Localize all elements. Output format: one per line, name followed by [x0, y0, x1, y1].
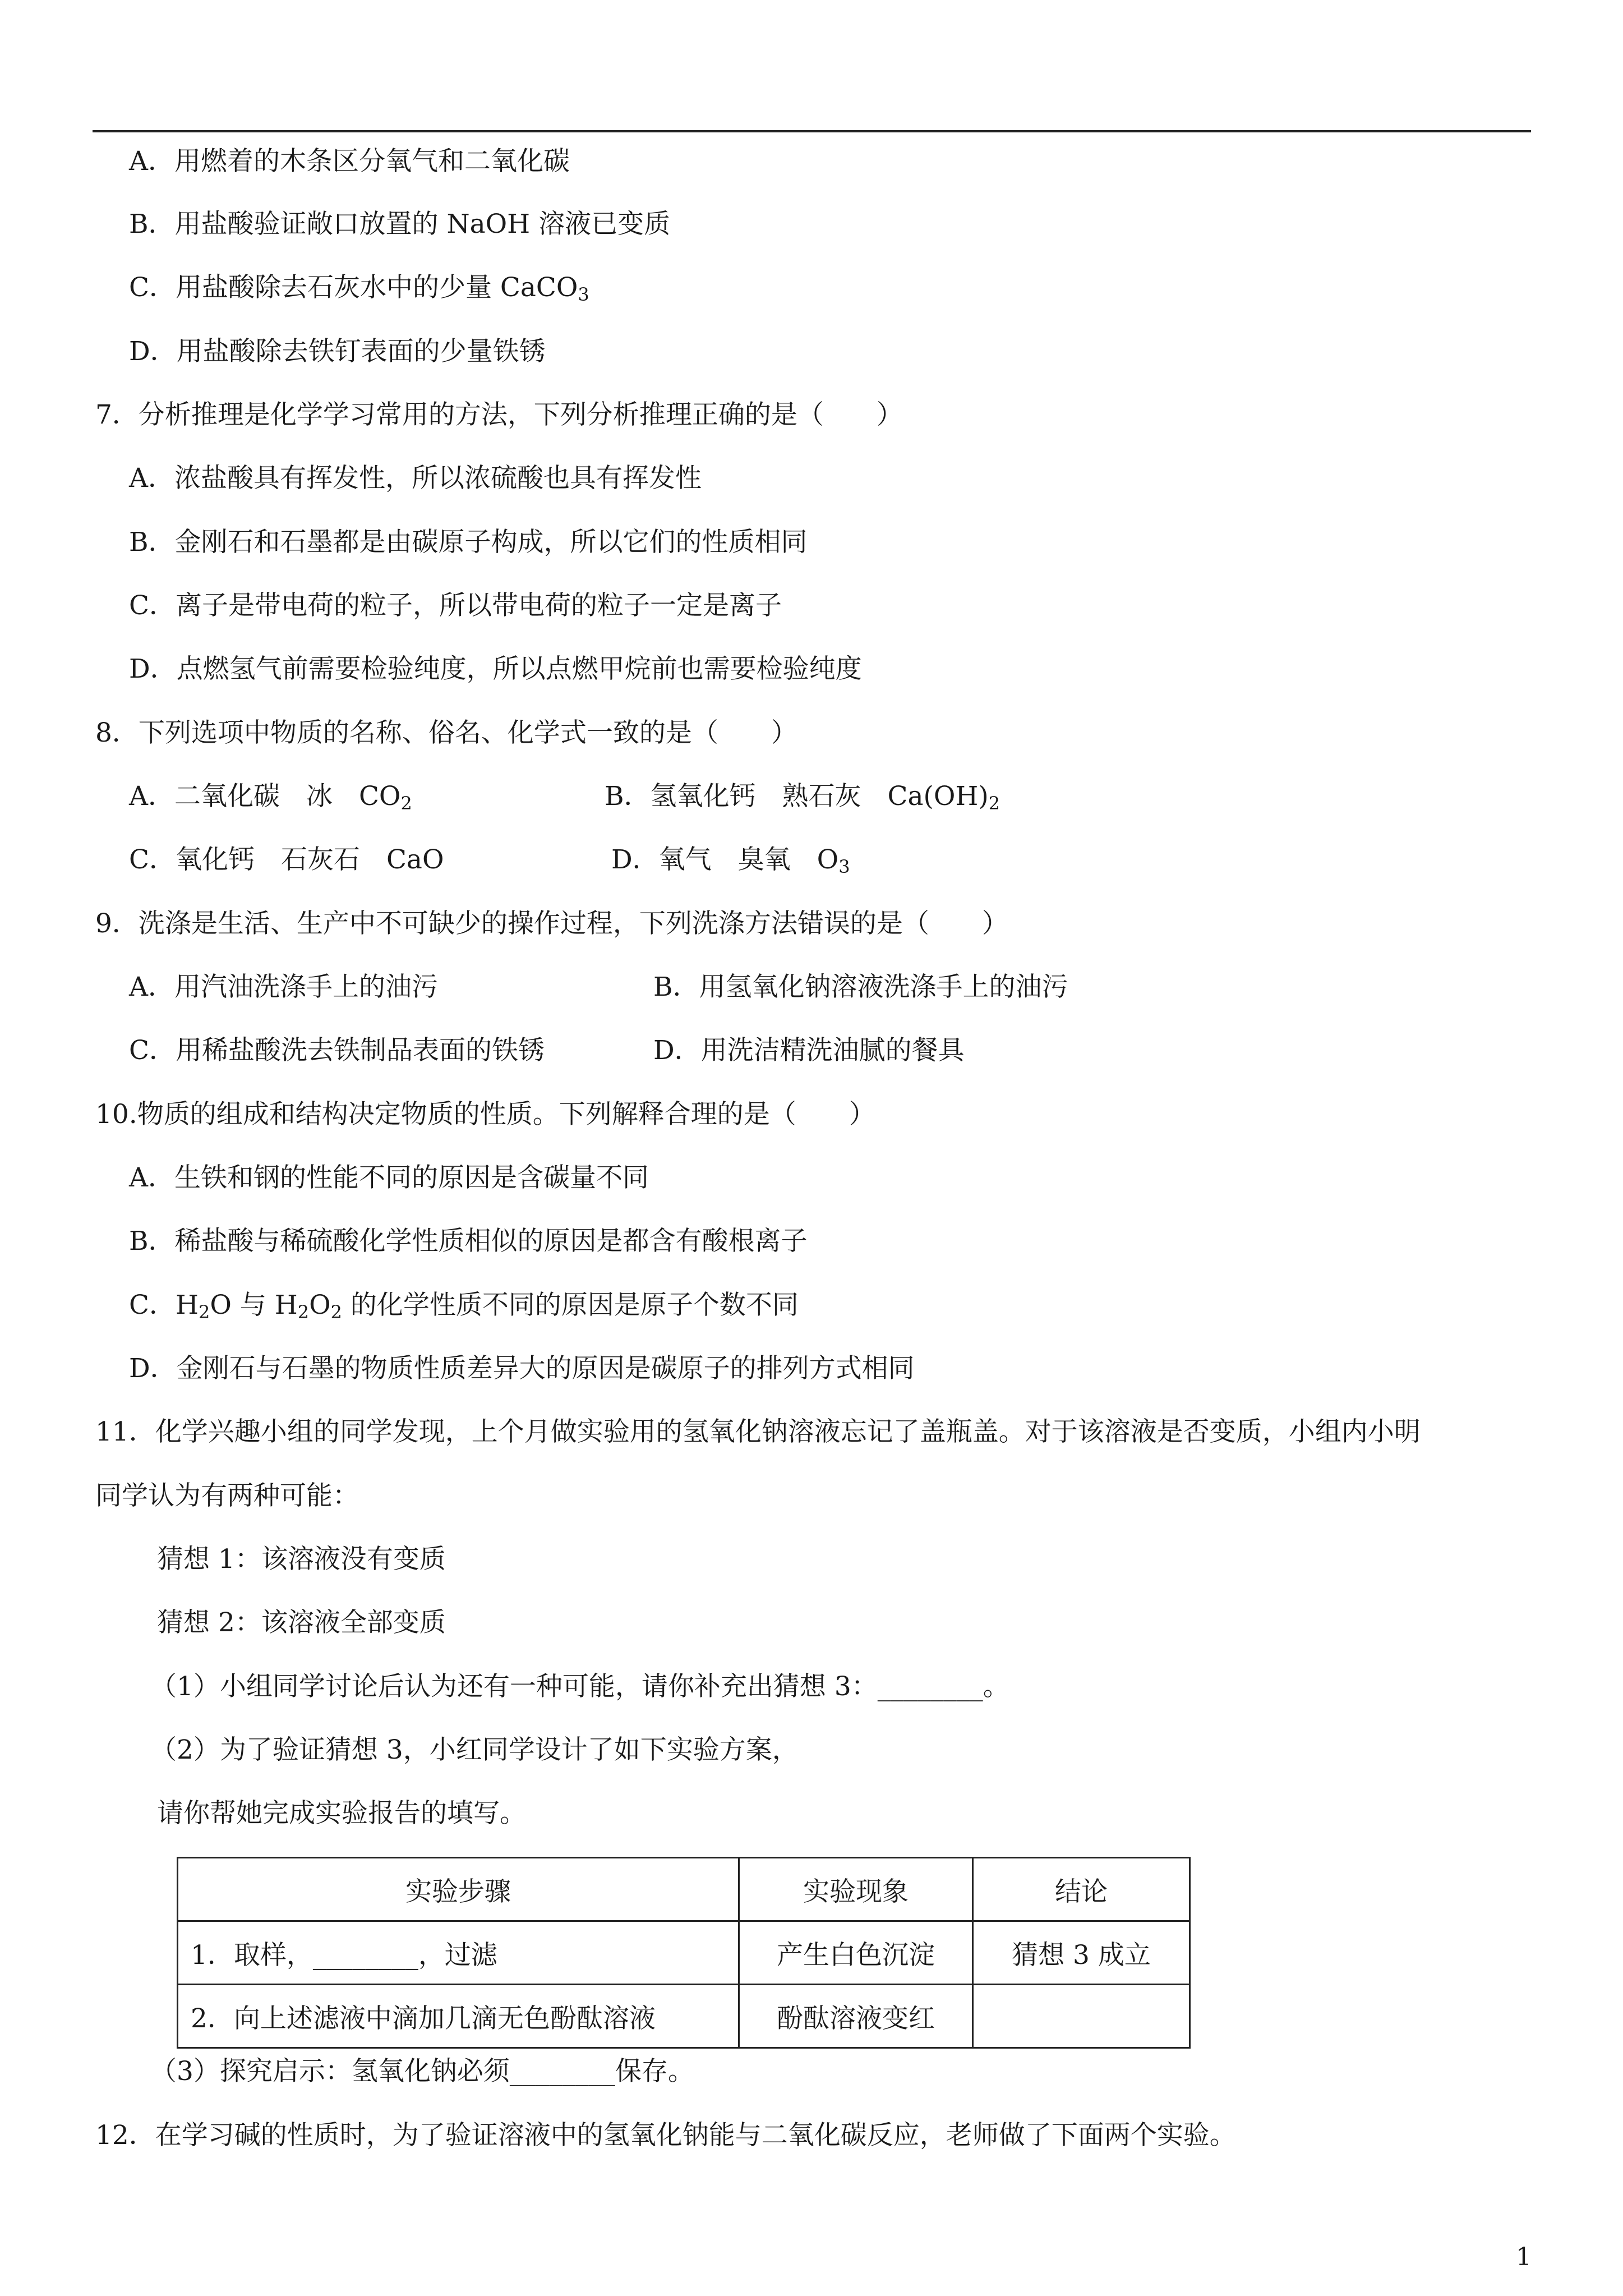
q10-c-part: 的化学性质不同的原因是原子个数不同	[342, 1290, 799, 1320]
q11-stem-line2: 同学认为有两种可能：	[95, 1480, 359, 1511]
subscript: 2	[297, 1301, 310, 1323]
q8-stem: 8．下列选项中物质的名称、俗名、化学式一致的是（ ）	[95, 717, 797, 748]
q12-stem: 12．在学习碱的性质时，为了验证溶液中的氢氧化钠能与二氧化碳反应，老师做了下面两个实验。	[95, 2120, 1236, 2151]
q7-stem: 7．分析推理是化学学习常用的方法，下列分析推理正确的是（ ）	[95, 399, 903, 430]
q6-option-b: B．用盐酸验证敞口放置的 NaOH 溶液已变质	[129, 209, 671, 240]
q11-part1: （1）小组同学讨论后认为还有一种可能，请你补充出猜想 3：________。	[150, 1671, 1009, 1702]
q11-part3: （3）探究启示：氢氧化钠必须________保存。	[150, 2056, 694, 2087]
subscript: 2	[400, 793, 412, 814]
q8-option-a	[129, 780, 412, 813]
q10-option-a: A．生铁和钢的性能不同的原因是含碳量不同	[129, 1162, 649, 1193]
q7-option-d: D．点燃氢气前需要检验纯度，所以点燃甲烷前也需要检验纯度	[129, 654, 862, 684]
q6-option-c	[129, 271, 589, 305]
table-row	[178, 1921, 1190, 1985]
q10-option-c	[129, 1289, 799, 1322]
q9-option-c: C．用稀盐酸洗去铁制品表面的铁锈	[129, 1035, 545, 1066]
q9-option-b: B．用氢氧化钠溶液洗涤手上的油污	[653, 972, 1068, 1002]
table-cell: 产生白色沉淀	[739, 1921, 973, 1985]
table-cell: 猜想 3 成立	[973, 1921, 1190, 1985]
q8-option-d	[611, 843, 850, 877]
q7-option-a: A．浓盐酸具有挥发性，所以浓硫酸也具有挥发性	[129, 463, 702, 494]
q9-stem: 9．洗涤是生活、生产中不可缺少的操作过程，下列洗涤方法错误的是（ ）	[95, 908, 1008, 939]
q6-option-d: D．用盐酸除去铁钉表面的少量铁锈	[129, 336, 546, 367]
subscript: 2	[198, 1301, 210, 1323]
header-rule	[93, 130, 1531, 132]
table-cell: 酚酞溶液变红	[739, 1985, 973, 2048]
table-header-cell: 实验现象	[739, 1858, 973, 1921]
q11-part2: （2）为了验证猜想 3，小红同学设计了如下实验方案，	[150, 1734, 799, 1765]
subscript: 3	[578, 284, 589, 305]
table-cell	[973, 1985, 1190, 2048]
q8-option-b	[605, 780, 1000, 813]
page-number: 1	[1516, 2243, 1532, 2271]
q9-option-a: A．用汽油洗涤手上的油污	[129, 972, 438, 1002]
q11-part2-instruction: 请你帮她完成实验报告的填写。	[157, 1798, 526, 1829]
q6-option-c-text: C．用盐酸除去石灰水中的少量 CaCO	[129, 272, 578, 303]
q10-c-part: C．H	[129, 1290, 199, 1320]
q10-stem: 10.物质的组成和结构决定物质的性质。下列解释合理的是（ ）	[95, 1099, 875, 1130]
table-cell: 2．向上述滤液中滴加几滴无色酚酞溶液	[178, 1985, 739, 2048]
q11-guess2: 猜想 2：该溶液全部变质	[157, 1607, 446, 1638]
table-header-row	[178, 1858, 1190, 1921]
table-header-cell: 结论	[973, 1858, 1190, 1921]
q9-option-d: D．用洗洁精洗油腻的餐具	[653, 1035, 965, 1066]
q10-option-b: B．稀盐酸与稀硫酸化学性质相似的原因是都含有酸根离子	[129, 1226, 808, 1257]
subscript: 2	[330, 1301, 342, 1323]
q8-option-b-text: B．氢氧化钙 熟石灰 Ca(OH)	[605, 781, 989, 812]
q11-guess1: 猜想 1：该溶液没有变质	[157, 1544, 446, 1575]
q7-option-b: B．金刚石和石墨都是由碳原子构成，所以它们的性质相同	[129, 527, 808, 558]
q8-option-d-text: D．氧气 臭氧 O	[611, 844, 839, 875]
q10-c-part: O	[309, 1290, 331, 1320]
q10-c-part: O 与 H	[210, 1290, 298, 1320]
table-row	[178, 1985, 1190, 2048]
table-header-cell: 实验步骤	[178, 1858, 739, 1921]
q8-option-a-text: A．二氧化碳 冰 CO	[129, 781, 401, 812]
q10-option-d: D．金刚石与石墨的物质性质差异大的原因是碳原子的排列方式相同	[129, 1353, 915, 1384]
q7-option-c: C．离子是带电荷的粒子，所以带电荷的粒子一定是离子	[129, 590, 782, 621]
q8-option-c: C．氧化钙 石灰石 CaO	[129, 844, 444, 875]
q6-option-a: A．用燃着的木条区分氧气和二氧化碳	[129, 146, 570, 177]
subscript: 2	[988, 793, 1000, 814]
q11-stem-line1: 11．化学兴趣小组的同学发现，上个月做实验用的氢氧化钠溶液忘记了盖瓶盖。对于该溶液是否变质，小组内小明	[95, 1416, 1421, 1447]
experiment-report-table	[177, 1857, 1191, 2049]
table-cell: 1．取样，________，过滤	[178, 1921, 739, 1985]
subscript: 3	[838, 856, 850, 877]
